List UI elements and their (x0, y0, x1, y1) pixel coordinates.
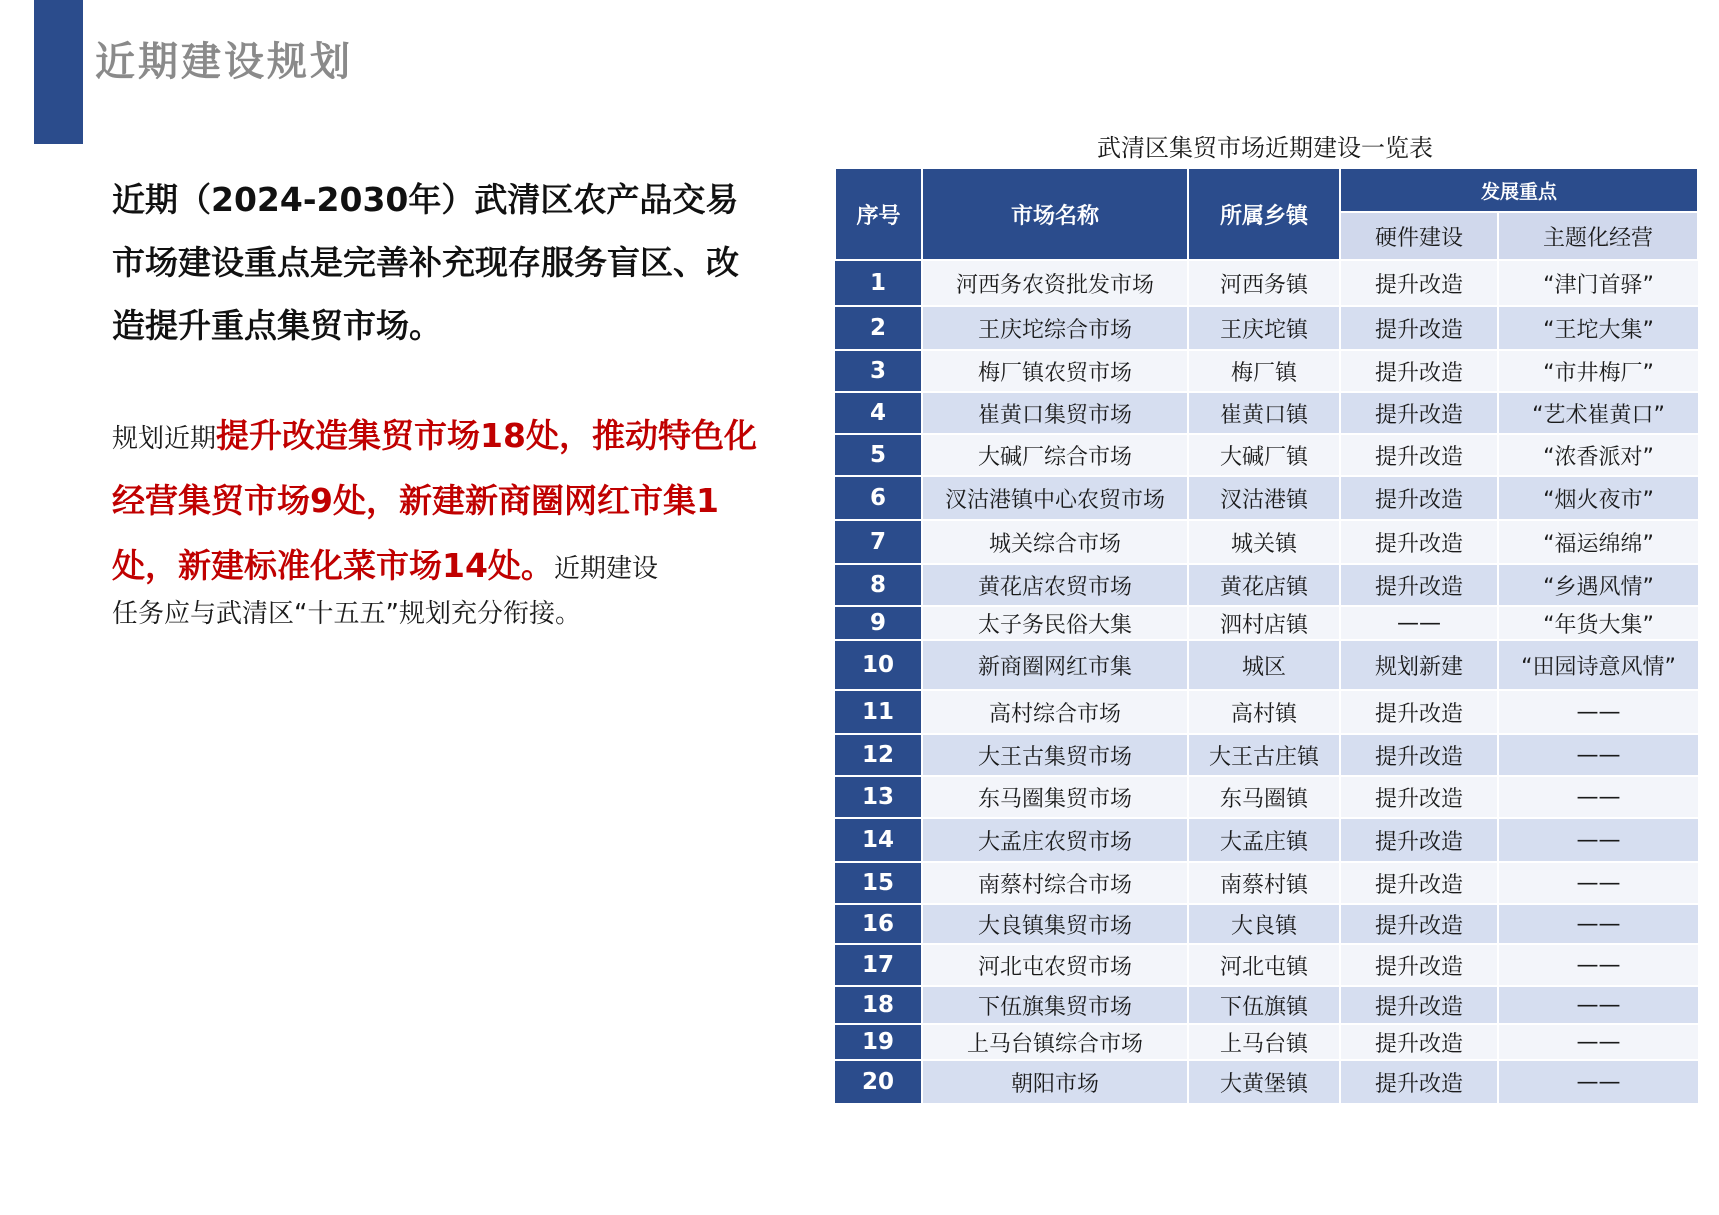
row-town: 泗村店镇 (1188, 606, 1340, 640)
row-market-name: 大王古集贸市场 (922, 734, 1188, 776)
table-row (835, 690, 1698, 734)
row-index: 11 (835, 690, 922, 734)
header-focus: 发展重点 (1340, 168, 1698, 212)
table-row (835, 944, 1698, 986)
table-row (835, 1024, 1698, 1060)
row-theme: “浓香派对” (1498, 434, 1698, 476)
table-row (835, 640, 1698, 690)
row-market-name: 汊沽港镇中心农贸市场 (922, 476, 1188, 520)
row-index: 20 (835, 1060, 922, 1104)
row-town: 崔黄口镇 (1188, 392, 1340, 434)
row-index: 8 (835, 564, 922, 606)
row-theme: “年货大集” (1498, 606, 1698, 640)
table-row (835, 260, 1698, 306)
row-theme: —— (1498, 776, 1698, 818)
row-index: 1 (835, 260, 922, 306)
row-market-name: 东马圈集贸市场 (922, 776, 1188, 818)
row-hardware: 提升改造 (1340, 564, 1498, 606)
row-market-name: 太子务民俗大集 (922, 606, 1188, 640)
row-town: 王庆坨镇 (1188, 306, 1340, 350)
row-index: 18 (835, 986, 922, 1024)
table-row (835, 734, 1698, 776)
row-town: 大碱厂镇 (1188, 434, 1340, 476)
plan-suffix-2: 任务应与武清区“十五五”规划充分衔接。 (112, 599, 581, 629)
table-row (835, 392, 1698, 434)
intro-paragraph: 近期（2024-2030年）武清区农产品交易市场建设重点是完善补充现存服务盲区、改造提升重点集贸市场。 (112, 180, 739, 345)
table-row (835, 776, 1698, 818)
row-theme: —— (1498, 1024, 1698, 1060)
row-index: 5 (835, 434, 922, 476)
row-theme: “艺术崔黄口” (1498, 392, 1698, 434)
row-hardware: 提升改造 (1340, 776, 1498, 818)
row-town: 城关镇 (1188, 520, 1340, 564)
row-index: 4 (835, 392, 922, 434)
header-town: 所属乡镇 (1188, 168, 1340, 260)
header-theme: 主题化经营 (1498, 212, 1698, 260)
row-hardware: 提升改造 (1340, 260, 1498, 306)
row-town: 梅厂镇 (1188, 350, 1340, 392)
row-town: 东马圈镇 (1188, 776, 1340, 818)
row-index: 12 (835, 734, 922, 776)
row-town: 大良镇 (1188, 904, 1340, 944)
plan-prefix: 规划近期 (112, 424, 217, 454)
row-market-name: 河西务农资批发市场 (922, 260, 1188, 306)
row-hardware: 提升改造 (1340, 690, 1498, 734)
row-town: 上马台镇 (1188, 1024, 1340, 1060)
row-market-name: 新商圈网红市集 (922, 640, 1188, 690)
table-row (835, 986, 1698, 1024)
row-theme: “福运绵绵” (1498, 520, 1698, 564)
row-town: 大王古庄镇 (1188, 734, 1340, 776)
row-hardware: 提升改造 (1340, 1060, 1498, 1104)
row-market-name: 下伍旗集贸市场 (922, 986, 1188, 1024)
row-theme: “田园诗意风情” (1498, 640, 1698, 690)
row-index: 16 (835, 904, 922, 944)
row-hardware: 提升改造 (1340, 434, 1498, 476)
summary-text (112, 168, 762, 634)
row-hardware: 提升改造 (1340, 306, 1498, 350)
table-row (835, 306, 1698, 350)
row-town: 大黄堡镇 (1188, 1060, 1340, 1104)
row-theme: —— (1498, 818, 1698, 862)
row-index: 9 (835, 606, 922, 640)
title-accent-bar (34, 0, 83, 144)
row-hardware: 提升改造 (1340, 350, 1498, 392)
row-town: 黄花店镇 (1188, 564, 1340, 606)
page-title: 近期建设规划 (95, 38, 353, 85)
table-caption: 武清区集贸市场近期建设一览表 (1097, 134, 1433, 162)
row-market-name: 南蔡村综合市场 (922, 862, 1188, 904)
row-theme: “王坨大集” (1498, 306, 1698, 350)
header-hardware: 硬件建设 (1340, 212, 1498, 260)
row-theme: —— (1498, 734, 1698, 776)
row-theme: “津门首驿” (1498, 260, 1698, 306)
row-town: 汊沽港镇 (1188, 476, 1340, 520)
row-theme: “市井梅厂” (1498, 350, 1698, 392)
row-market-name: 大良镇集贸市场 (922, 904, 1188, 944)
row-market-name: 王庆坨综合市场 (922, 306, 1188, 350)
row-index: 19 (835, 1024, 922, 1060)
table-row (835, 476, 1698, 520)
row-market-name: 河北屯农贸市场 (922, 944, 1188, 986)
row-market-name: 黄花店农贸市场 (922, 564, 1188, 606)
plan-highlight: 提升改造集贸市场18处，推动特色化经营集贸市场9处，新建新商圈网红市集1处，新建标准化菜市场14处。 (112, 416, 757, 585)
market-table (834, 167, 1697, 1105)
row-market-name: 大碱厂综合市场 (922, 434, 1188, 476)
table-row (835, 606, 1698, 640)
row-hardware: 提升改造 (1340, 862, 1498, 904)
row-town: 河北屯镇 (1188, 944, 1340, 986)
header-name: 市场名称 (922, 168, 1188, 260)
row-index: 17 (835, 944, 922, 986)
header-index: 序号 (835, 168, 922, 260)
table-row (835, 904, 1698, 944)
plan-suffix-1: 近期建设 (553, 554, 658, 584)
row-hardware: 提升改造 (1340, 734, 1498, 776)
row-index: 14 (835, 818, 922, 862)
row-market-name: 梅厂镇农贸市场 (922, 350, 1188, 392)
row-index: 7 (835, 520, 922, 564)
row-theme: “乡遇风情” (1498, 564, 1698, 606)
row-theme: —— (1498, 986, 1698, 1024)
row-hardware: 提升改造 (1340, 1024, 1498, 1060)
row-theme: —— (1498, 944, 1698, 986)
plan-paragraph (112, 405, 762, 634)
row-town: 下伍旗镇 (1188, 986, 1340, 1024)
row-hardware: —— (1340, 606, 1498, 640)
row-town: 河西务镇 (1188, 260, 1340, 306)
row-hardware: 提升改造 (1340, 520, 1498, 564)
row-town: 大孟庄镇 (1188, 818, 1340, 862)
row-index: 3 (835, 350, 922, 392)
row-market-name: 上马台镇综合市场 (922, 1024, 1188, 1060)
row-index: 13 (835, 776, 922, 818)
row-market-name: 大孟庄农贸市场 (922, 818, 1188, 862)
row-market-name: 城关综合市场 (922, 520, 1188, 564)
table-body (835, 260, 1698, 1104)
table-row (835, 520, 1698, 564)
row-hardware: 提升改造 (1340, 818, 1498, 862)
row-hardware: 提升改造 (1340, 476, 1498, 520)
table-row (835, 818, 1698, 862)
table-row (835, 564, 1698, 606)
row-hardware: 提升改造 (1340, 944, 1498, 986)
row-town: 南蔡村镇 (1188, 862, 1340, 904)
row-hardware: 规划新建 (1340, 640, 1498, 690)
row-theme: —— (1498, 862, 1698, 904)
row-hardware: 提升改造 (1340, 392, 1498, 434)
row-theme: —— (1498, 1060, 1698, 1104)
table-row (835, 1060, 1698, 1104)
row-index: 6 (835, 476, 922, 520)
row-town: 城区 (1188, 640, 1340, 690)
row-index: 10 (835, 640, 922, 690)
row-index: 15 (835, 862, 922, 904)
row-theme: —— (1498, 904, 1698, 944)
row-market-name: 高村综合市场 (922, 690, 1188, 734)
row-theme: “烟火夜市” (1498, 476, 1698, 520)
row-theme: —— (1498, 690, 1698, 734)
row-index: 2 (835, 306, 922, 350)
row-market-name: 朝阳市场 (922, 1060, 1188, 1104)
row-market-name: 崔黄口集贸市场 (922, 392, 1188, 434)
table-row (835, 350, 1698, 392)
row-hardware: 提升改造 (1340, 986, 1498, 1024)
row-town: 高村镇 (1188, 690, 1340, 734)
row-hardware: 提升改造 (1340, 904, 1498, 944)
table-row (835, 862, 1698, 904)
table-row (835, 434, 1698, 476)
